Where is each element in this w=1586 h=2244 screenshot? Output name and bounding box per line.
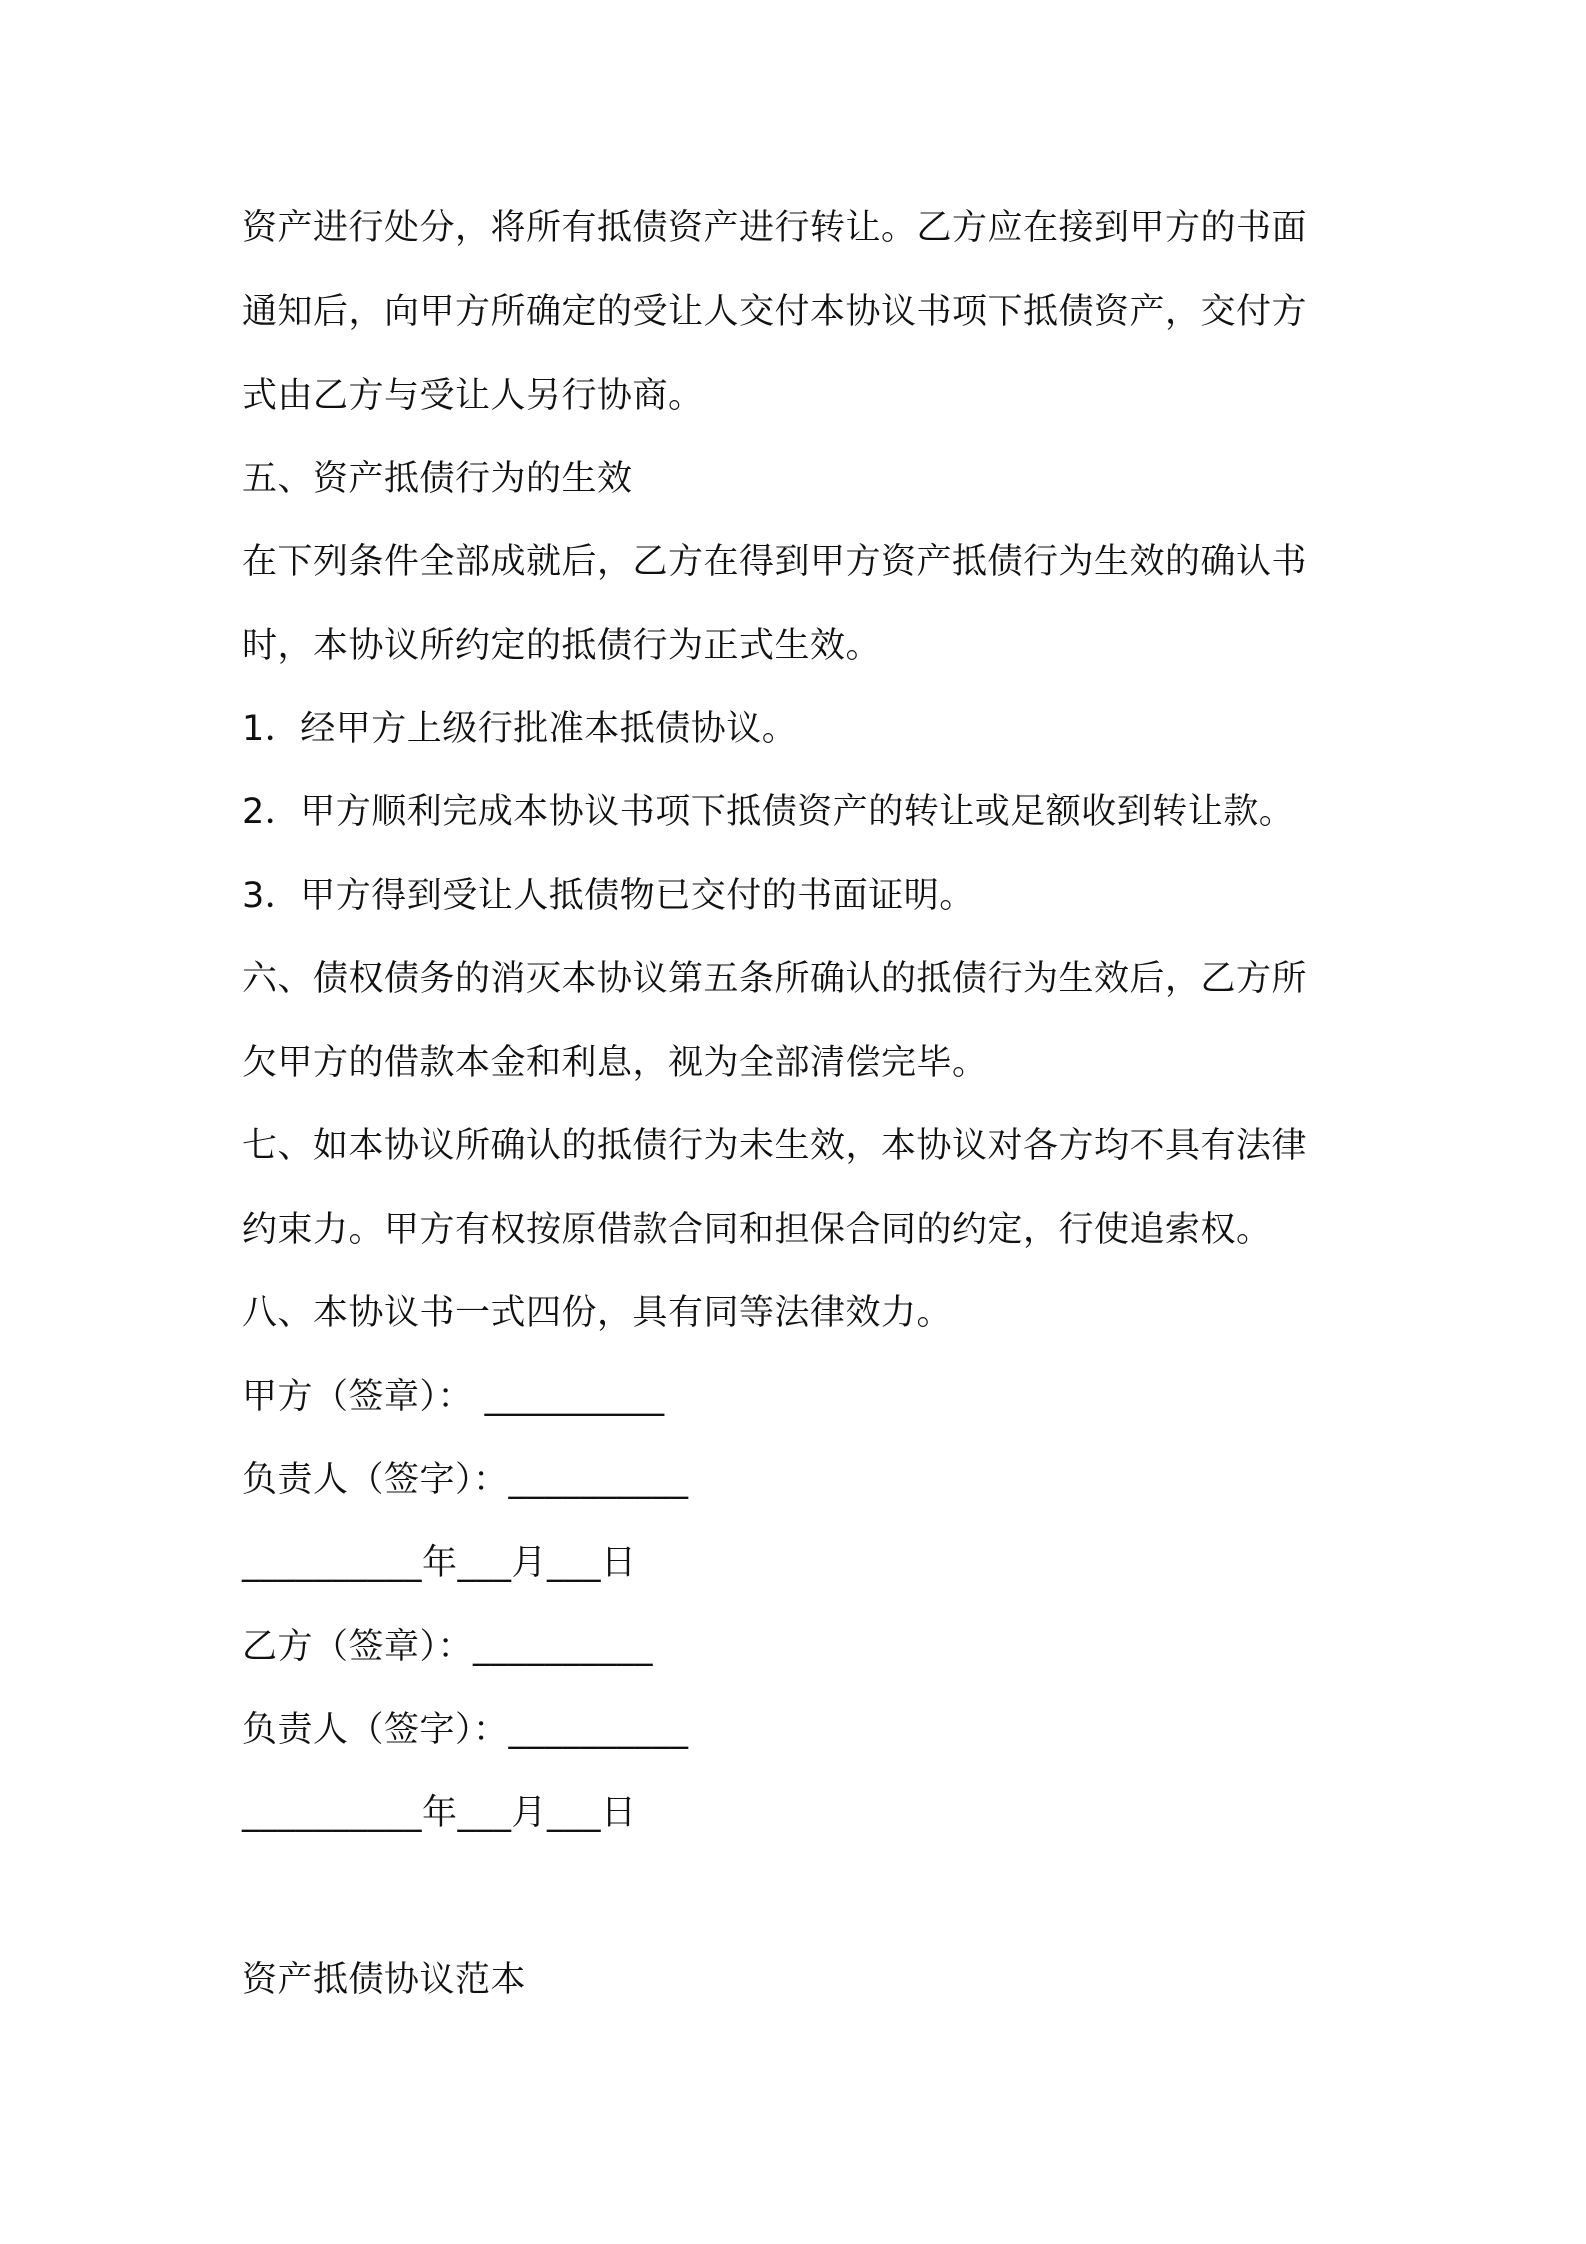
section-heading-five: 五、资产抵债行为的生效 — [242, 459, 633, 499]
party-b-date-field: __________年___月___日 — [242, 1793, 637, 1833]
party-b-seal-field: 乙方（签章）：__________ — [242, 1627, 654, 1667]
section-six-line: 欠甲方的借款本金和利息，视为全部清偿完毕。 — [242, 1043, 988, 1083]
party-a-seal-field: 甲方（签章）： __________ — [242, 1377, 665, 1417]
section-eight-line: 八、本协议书一式四份，具有同等法律效力。 — [242, 1293, 953, 1333]
condition-item-3: 3．甲方得到受让人抵债物已交付的书面证明。 — [242, 876, 975, 916]
body-text-line: 资产进行处分，将所有抵债资产进行转让。乙方应在接到甲方的书面 — [242, 208, 1308, 248]
section-seven-line: 七、如本协议所确认的抵债行为未生效，本协议对各方均不具有法律 — [242, 1126, 1308, 1166]
party-b-signatory-field: 负责人（签字）：__________ — [242, 1710, 689, 1750]
next-document-title: 资产抵债协议范本 — [242, 1960, 527, 2000]
body-text-line: 时，本协议所约定的抵债行为正式生效。 — [242, 626, 882, 666]
condition-item-1: 1．经甲方上级行批准本抵债协议。 — [242, 709, 798, 749]
section-seven-line: 约束力。甲方有权按原借款合同和担保合同的约定，行使追索权。 — [242, 1210, 1272, 1250]
section-six-line: 六、债权债务的消灭本协议第五条所确认的抵债行为生效后，乙方所 — [242, 959, 1308, 999]
party-a-signatory-field: 负责人（签字）：__________ — [242, 1460, 689, 1500]
body-text-line: 在下列条件全部成就后，乙方在得到甲方资产抵债行为生效的确认书 — [242, 542, 1308, 582]
condition-item-2: 2．甲方顺利完成本协议书项下抵债资产的转让或足额收到转让款。 — [242, 792, 1295, 832]
body-text-line: 通知后，向甲方所确定的受让人交付本协议书项下抵债资产，交付方 — [242, 292, 1308, 332]
party-a-date-field: __________年___月___日 — [242, 1543, 637, 1583]
body-text-line: 式由乙方与受让人另行协商。 — [242, 376, 704, 416]
